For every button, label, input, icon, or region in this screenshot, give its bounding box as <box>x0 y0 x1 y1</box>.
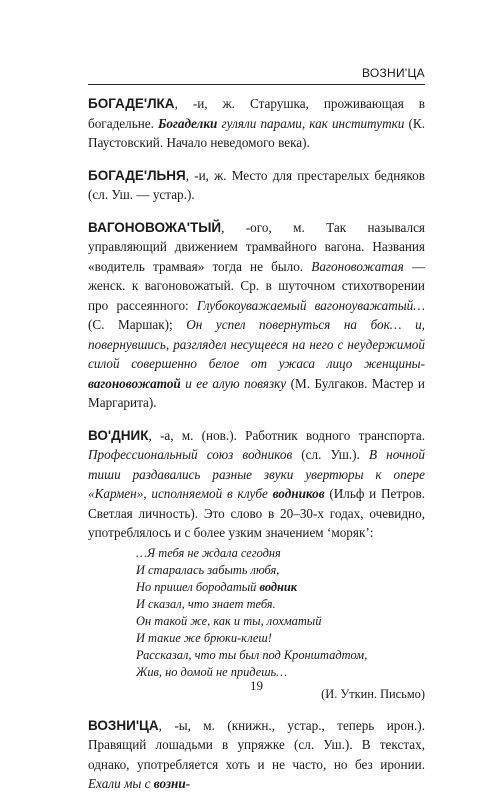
quote-bold: возни- <box>153 776 191 791</box>
entry-vodnik <box>88 426 425 703</box>
headword: БОГАДЕ'ЛЬНЯ <box>88 167 186 183</box>
definition-text: , -ы, м. (книжн., устар., теперь ирон.). Правящий лошадьми в упряжке (сл. Уш.). В текстах, однако, употребляется хоть и не часто, но без иронии. <box>88 717 425 772</box>
headword: БОГАДЕ'ЛКА <box>88 96 175 111</box>
verse-line <box>136 579 425 596</box>
quote-text: Он успел повернуться на бок… и, повернувшись, разглядел несущееся на него с неудержимой силой совершенно белое от ужаса лицо женщины- <box>88 317 425 371</box>
verse-line: Рассказал, что ты был под Кронштадтом, <box>136 647 368 662</box>
verse-line: И старалась забыть любя, <box>136 562 280 577</box>
definition-text: , -а, м. (нов.). Работник водного транспорта. <box>148 427 425 443</box>
headword: ВО'ДНИК <box>88 427 149 443</box>
entry-vagonovozhaty <box>88 218 425 413</box>
quote-text: Ехали мы с <box>88 776 154 791</box>
verse-line: И такие же брюки-клеш! <box>136 630 272 645</box>
page-number: 19 <box>250 678 263 693</box>
definition-text: — женск. к вагоновожатый. Ср. в шуточном стихотворении про рассеянного: <box>88 258 426 313</box>
citation-text: (сл. Уш.). <box>292 447 369 462</box>
entry-bogadelnya <box>88 166 425 205</box>
verse-bold-word: водник <box>259 579 298 594</box>
verse-line: Жив, но домой не придешь… <box>136 664 288 679</box>
citation-text: (Ильф и Петров. Светлая личность). Это слово в 20–30-х годах, очевидно, употреблялось и с более узким значением ‘моряк’: <box>88 486 426 540</box>
definition-text: , -и, ж. Место для престарелых бедняков (сл. Уш. — устар.). <box>88 167 425 202</box>
quote-text: Глубокоуважаемый вагоноуважатый… <box>196 297 426 313</box>
quote-text: Вагоновожатая <box>311 258 404 274</box>
quote-text: и ее алую повязку <box>180 375 287 391</box>
quote-text: гуляли парами, как институтки <box>217 115 405 131</box>
quote-bold: Богаделки <box>158 115 218 131</box>
verse-line: Он такой же, как и ты, лохматый <box>136 613 322 628</box>
quote-bold: вагоновожатой <box>88 375 181 391</box>
headword: ВОЗНИ'ЦА <box>88 717 159 733</box>
citation-text: (К. Паустовский. Начало неведомого века). <box>88 115 426 150</box>
verse-line-text: Но пришел бородатый <box>136 579 260 594</box>
definition-text: , -ого, м. Так назывался управляющий движением трамвайного вагона. Названия «водитель трамвая» тогда не было. <box>88 219 425 274</box>
entry-voznitsa <box>88 716 425 794</box>
header-rule <box>88 84 425 85</box>
citation-text: (С. Маршак); <box>88 317 187 332</box>
quote-text: В ночной тиши раздавались разные звуки увертюры к опере «Кармен», исполняемой в клубе <box>88 447 425 501</box>
citation-text: (М. Булгаков. Мастер и Маргарита). <box>88 375 425 410</box>
definition-text: , -и, ж. Старушка, проживающая в богадельне. <box>88 96 425 131</box>
verse-line: И сказал, что знает тебя. <box>136 596 276 611</box>
running-head: ВОЗНИ'ЦА <box>361 66 425 80</box>
quote-bold: водников <box>272 486 325 501</box>
verse-line: …Я тебя не ждала сегодня <box>136 545 281 560</box>
headword: ВАГОНОВОЖА'ТЫЙ <box>88 219 222 235</box>
entry-bogadelka <box>88 94 425 153</box>
verse-source: (И. Уткин. Письмо) <box>321 686 425 701</box>
dictionary-text <box>88 94 425 807</box>
quote-text: Профессиональный союз водников <box>88 447 293 462</box>
